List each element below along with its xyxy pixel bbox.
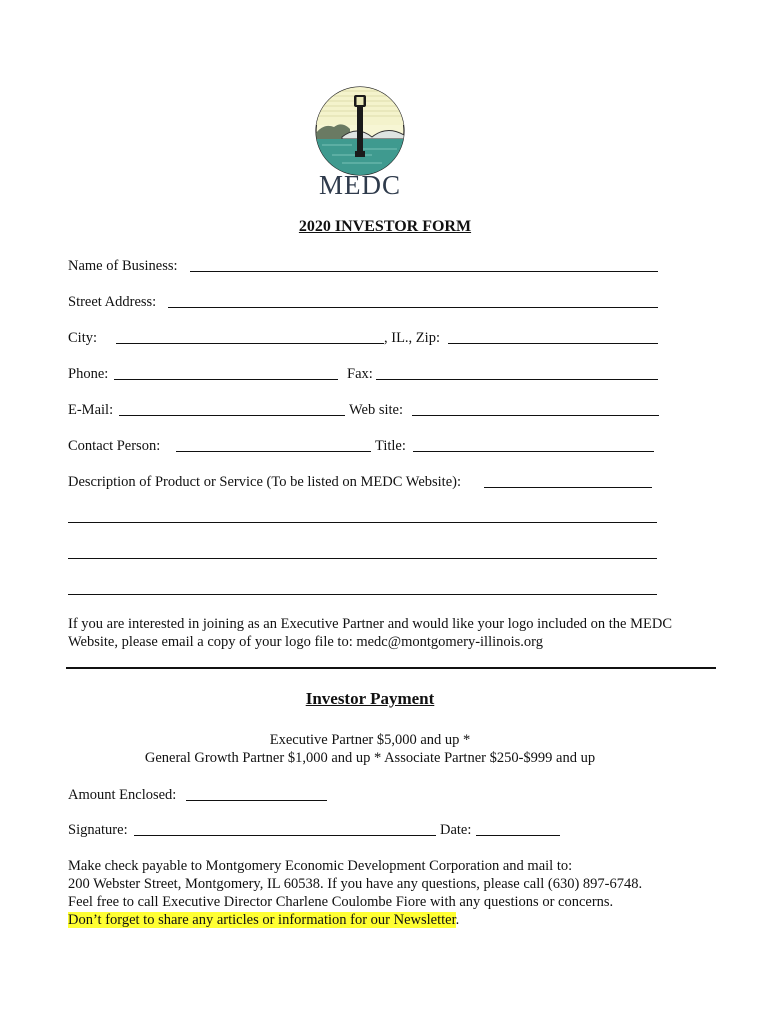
amount-label: Amount Enclosed: xyxy=(68,787,177,803)
mailing-line-3: Feel free to call Executive Director Charlene Coulombe Fiore with any questions or concerns. xyxy=(68,894,614,910)
website-label: Web site: xyxy=(349,402,403,418)
logo-note xyxy=(68,615,718,651)
email-label: E-Mail: xyxy=(68,402,114,418)
contact-field[interactable] xyxy=(176,451,371,452)
fax-field[interactable] xyxy=(376,379,658,380)
description-label: Description of Product or Service (To be listed on MEDC Website): xyxy=(68,474,462,490)
phone-label: Phone: xyxy=(68,366,109,382)
logo-note-line-2: Website, please email a copy of your logo file to: medc@montgomery-illinois.org xyxy=(68,634,544,650)
zip-field[interactable] xyxy=(448,343,658,344)
street-label: Street Address: xyxy=(68,294,157,310)
mailing-line-1: Make check payable to Montgomery Economic Development Corporation and mail to: xyxy=(68,858,573,874)
tier-line-2: General Growth Partner $1,000 and up * Associate Partner $250-$999 and up xyxy=(144,750,596,766)
description-line-3[interactable] xyxy=(68,558,657,559)
email-field[interactable] xyxy=(119,415,345,416)
title-label: Title: xyxy=(375,438,406,454)
city-label: City: xyxy=(68,330,98,346)
business-field[interactable] xyxy=(190,271,658,272)
newsletter-period: . xyxy=(455,912,460,928)
date-field[interactable] xyxy=(476,835,560,836)
form-title: 2020 INVESTOR FORM xyxy=(298,218,472,235)
date-label: Date: xyxy=(440,822,472,838)
logo-wordmark: MEDC xyxy=(318,170,401,200)
newsletter-highlight: Don’t forget to share any articles or information for our Newsletter xyxy=(68,912,456,928)
mailing-line-2: 200 Webster Street, Montgomery, IL 60538. If you have any questions, please call (630) 897-6748. xyxy=(68,876,643,892)
section-divider xyxy=(66,667,716,669)
payment-heading: Investor Payment xyxy=(305,689,435,708)
signature-label: Signature: xyxy=(68,822,128,838)
street-field[interactable] xyxy=(168,307,658,308)
description-line-4[interactable] xyxy=(68,594,657,595)
signature-field[interactable] xyxy=(134,835,436,836)
description-line-2[interactable] xyxy=(68,522,657,523)
tier-line-1: Executive Partner $5,000 and up * xyxy=(269,732,471,748)
city-field[interactable] xyxy=(116,343,384,344)
description-field[interactable] xyxy=(484,487,652,488)
title-field[interactable] xyxy=(413,451,654,452)
newsletter-note xyxy=(68,911,718,929)
il-zip-label: , IL., Zip: xyxy=(384,330,440,346)
business-label: Name of Business: xyxy=(68,258,178,274)
amount-field[interactable] xyxy=(186,800,327,801)
logo-note-line-1: If you are interested in joining as an Executive Partner and would like your logo included on the MEDC xyxy=(68,616,673,632)
fax-label: Fax: xyxy=(347,366,373,382)
phone-field[interactable] xyxy=(114,379,338,380)
contact-label: Contact Person: xyxy=(68,438,161,454)
mailing-info xyxy=(68,857,718,929)
website-field[interactable] xyxy=(412,415,659,416)
